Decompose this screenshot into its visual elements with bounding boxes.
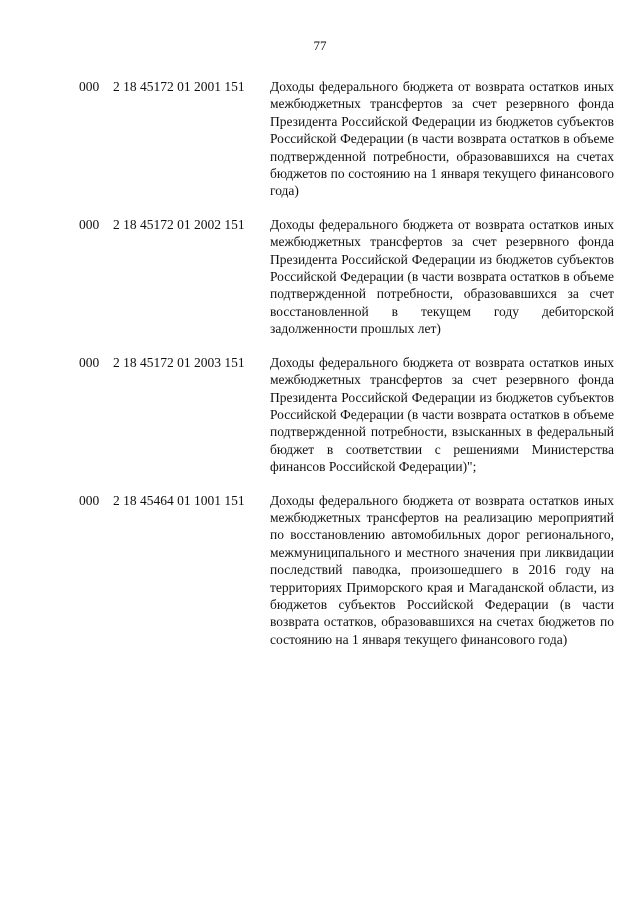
revenue-description: Доходы федерального бюджета от возврата остатков иных межбюджетных трансфертов за счет резервного фонда Президента Российской Федерации из бюджетов субъектов Российской Федерации (в части возврата остатков в объеме подтвержденной потребности, образовавшихся на счетах бюджетов по состоянию на 1 января текущего финансового года) bbox=[270, 79, 614, 199]
budget-code-entry bbox=[0, 216, 640, 338]
administrator-code: 000 bbox=[79, 354, 100, 370]
budget-classification-code: 2 18 45172 01 2001 151 bbox=[113, 79, 245, 94]
budget-classification-code: 2 18 45172 01 2003 151 bbox=[113, 354, 245, 370]
budget-code-entry bbox=[0, 78, 640, 200]
administrator-code: 000 bbox=[79, 492, 100, 508]
revenue-description: Доходы федерального бюджета от возврата остатков иных межбюджетных трансфертов за счет резервного фонда Президента Российской Федерации из бюджетов субъектов Российской Федерации (в части возврата остатков в объеме подтвержденной потребности, взысканных в федеральный бюджет в соответствии с решениями Министерства финансов Российской Федерации)"; bbox=[270, 354, 614, 475]
budget-classification-code: 2 18 45172 01 2002 151 bbox=[113, 216, 245, 232]
budget-code-entry bbox=[0, 354, 640, 476]
budget-code-entry bbox=[0, 492, 640, 649]
revenue-description: Доходы федерального бюджета от возврата остатков иных межбюджетных трансфертов на реализацию мероприятий по восстановлению автомобильных дорог регионального, межмуниципального и местного значения при ликвидации последствий паводка, произошедшего в 2016 году на территориях Приморского края и Магаданской области, из бюджетов субъектов Российской Федерации (в части возврата остатков, образовавшихся на счетах бюджетов по состоянию на 1 января текущего финансового года) bbox=[270, 492, 614, 647]
revenue-description: Доходы федерального бюджета от возврата остатков иных межбюджетных трансфертов за счет резервного фонда Президента Российской Федерации из бюджетов субъектов Российской Федерации (в части возврата остатков в объеме подтвержденной потребности, образовавшихся за счет восстановленной в текущем году дебиторской задолженности прошлых лет) bbox=[270, 216, 614, 337]
budget-code-list bbox=[0, 78, 640, 664]
administrator-code: 000 bbox=[79, 79, 100, 94]
budget-classification-code: 2 18 45464 01 1001 151 bbox=[113, 492, 245, 508]
page-number: 77 bbox=[313, 38, 327, 53]
administrator-code: 000 bbox=[79, 216, 100, 232]
